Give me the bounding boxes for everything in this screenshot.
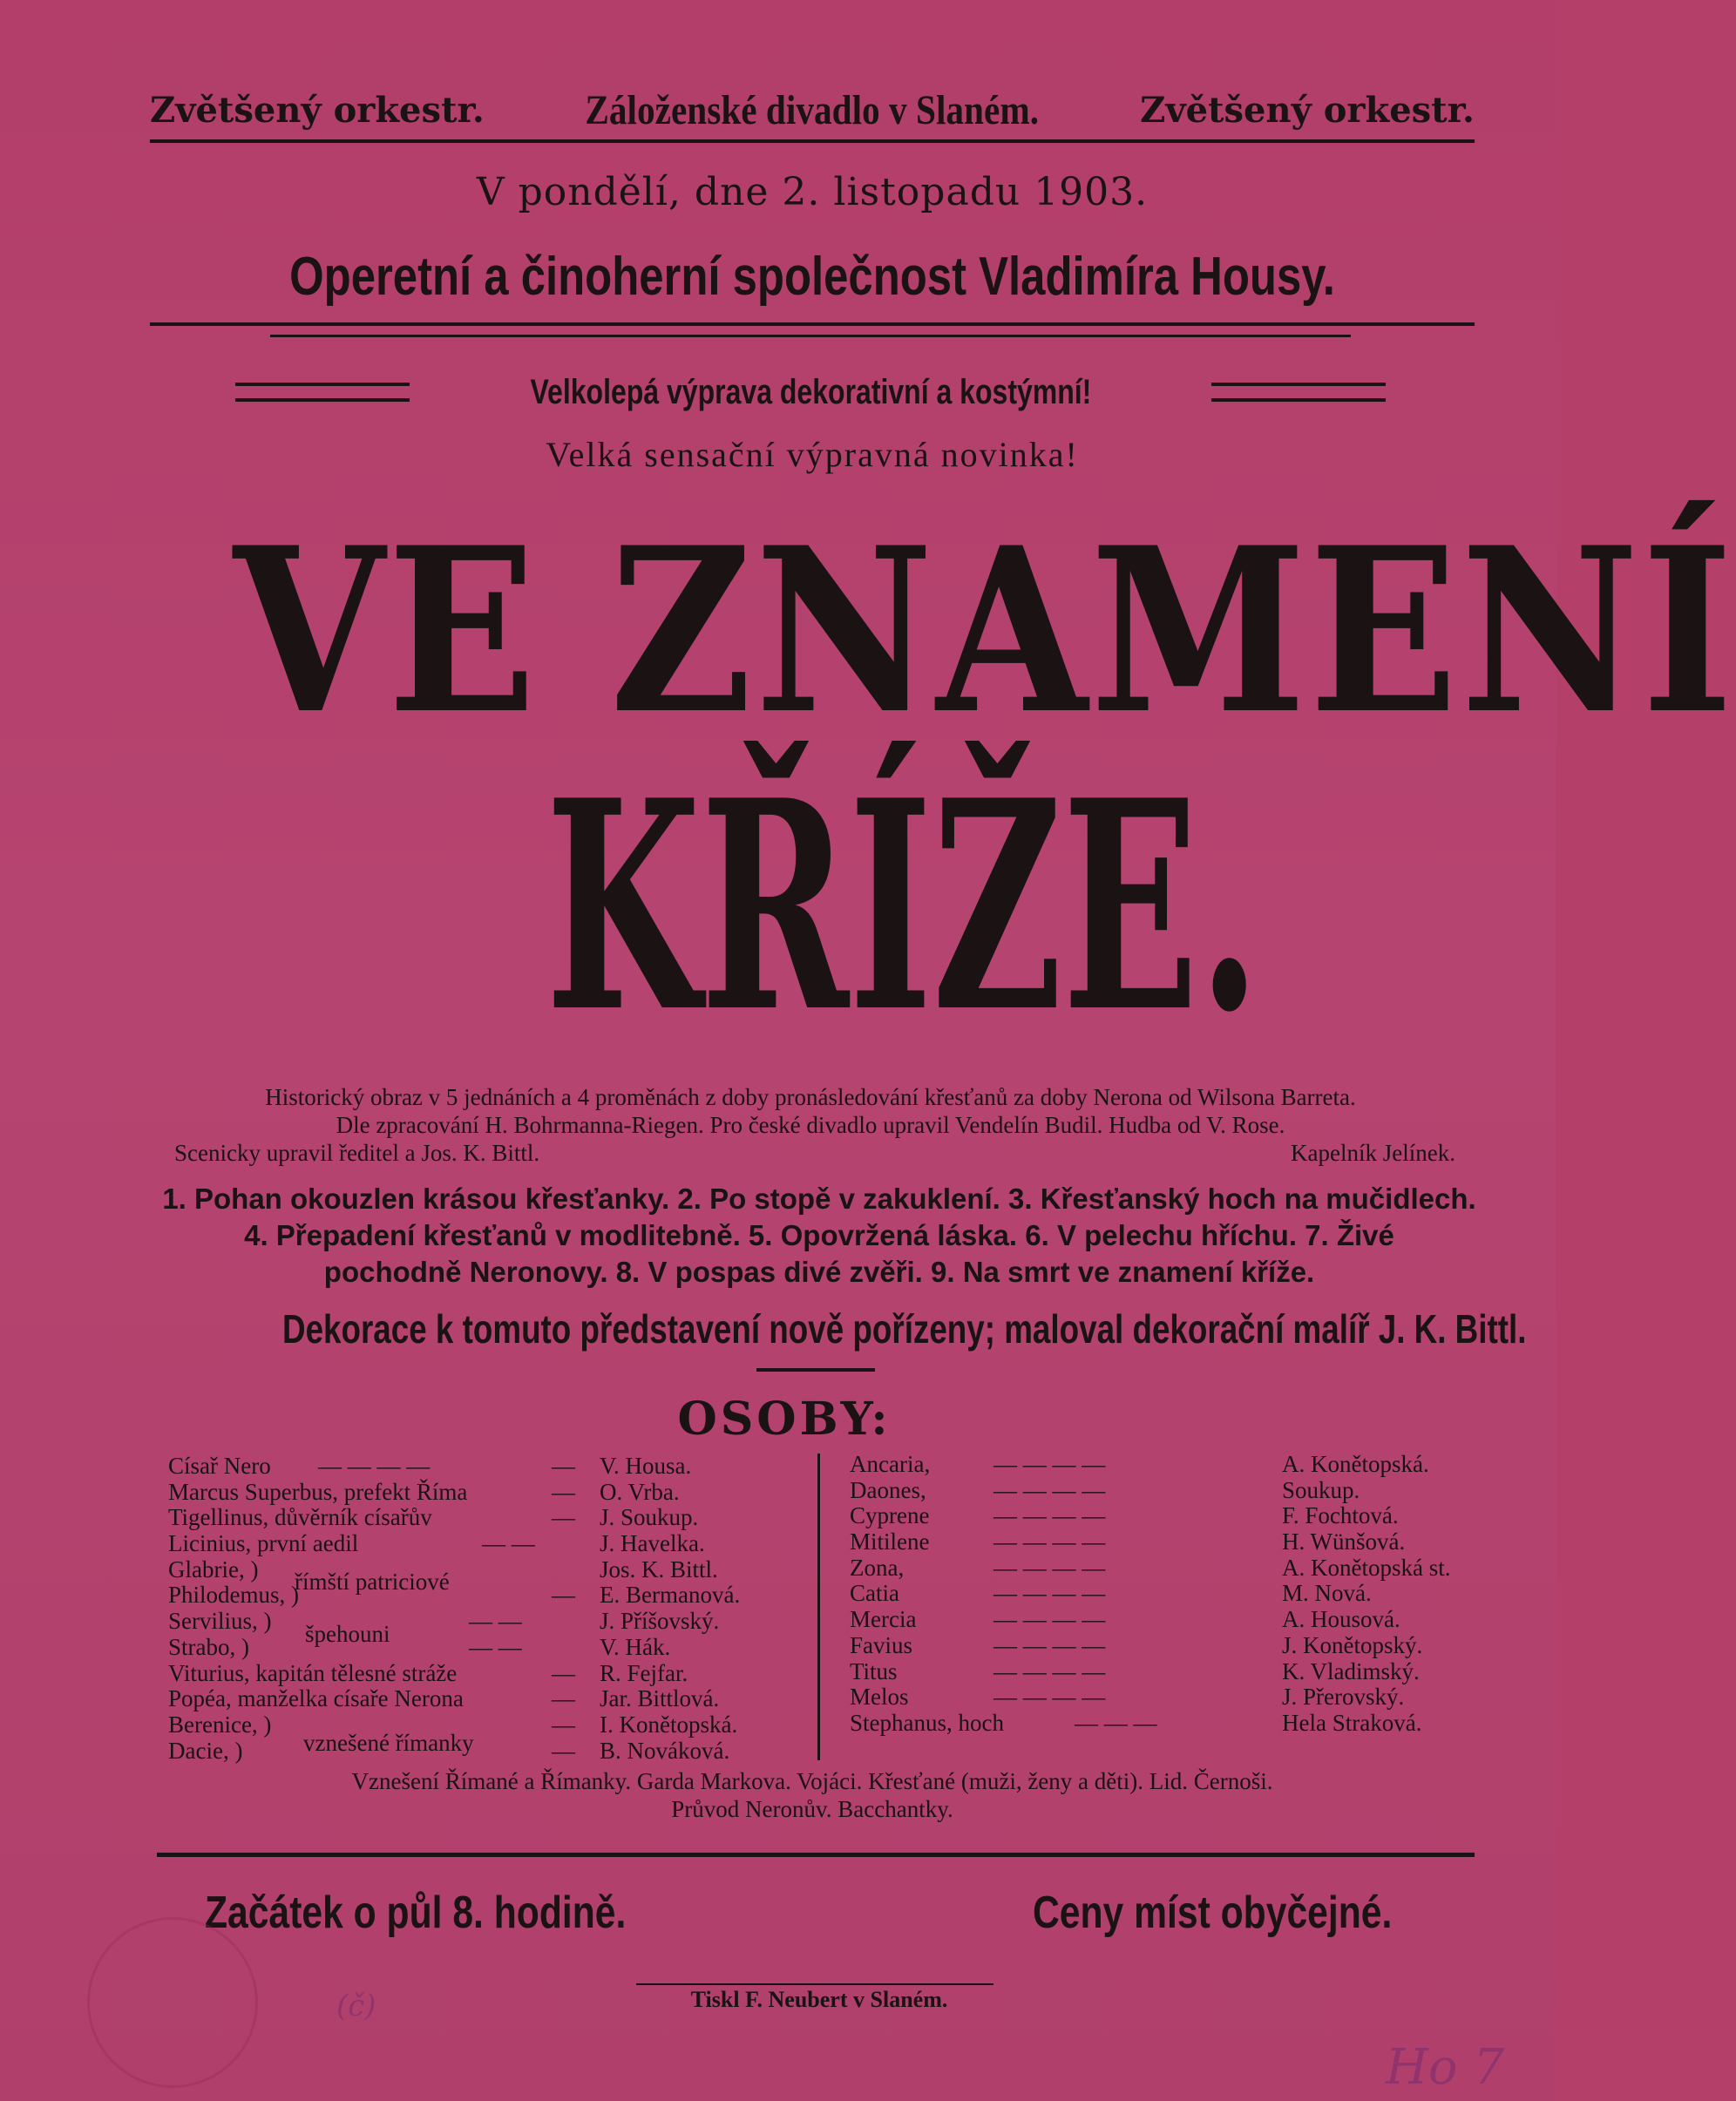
role-name: Cyprene [850, 1502, 930, 1529]
role-name: Mercia [850, 1606, 917, 1633]
cast-row [850, 1503, 1477, 1529]
cast-row [850, 1581, 1477, 1607]
company-rule-bottom [270, 335, 1351, 337]
actor-name: M. Nová. [1282, 1580, 1372, 1607]
dash-leader: — — — — [993, 1606, 1106, 1633]
actor-name: J. Konětopský. [1282, 1631, 1423, 1658]
dash-leader: — — — [1075, 1709, 1157, 1736]
cast-row [168, 1583, 796, 1609]
dash-leader: — [552, 1582, 575, 1609]
cast-row [168, 1661, 796, 1687]
printer-rule [636, 1983, 993, 1985]
cast-column-divider [817, 1454, 820, 1760]
cast-row [168, 1480, 796, 1506]
printer-credit: Tiskl F. Neubert v Slaném. [690, 1987, 948, 2012]
cast-row [850, 1684, 1477, 1711]
title-line-2: KŘÍŽE. [546, 737, 1261, 1075]
role-name: Ancaria, [850, 1451, 931, 1477]
header-line [150, 84, 1475, 136]
actor-name: I. Konětopská. [600, 1711, 738, 1738]
actor-name: Jos. K. Bittl. [600, 1555, 718, 1583]
cast-row [850, 1452, 1477, 1478]
dash-leader: — — — — [318, 1453, 431, 1479]
role-name: Philodemus, ) [168, 1582, 300, 1609]
cast-row [850, 1633, 1477, 1659]
dash-leader: — [552, 1737, 575, 1764]
handwritten-note: (č) [336, 1989, 376, 2023]
role-name: Berenice, ) [168, 1711, 272, 1738]
actor-name: H. Wünšová. [1282, 1528, 1406, 1555]
role-name: Catia [850, 1580, 899, 1607]
dash-leader: — — — — [993, 1631, 1106, 1658]
dash-leader: — — — — [993, 1554, 1106, 1581]
role-name: Tigellinus, důvěrník císařův [168, 1504, 432, 1531]
cast-right-column [850, 1452, 1477, 1737]
ticket-prices: Ceny míst obyčejné. [1033, 1888, 1393, 1938]
actor-name: A. Housová. [1282, 1606, 1400, 1633]
ornament-rule-left [235, 383, 410, 402]
actor-name: J. Přerovský. [1282, 1684, 1405, 1711]
dash-leader: — [552, 1504, 575, 1531]
actor-name: Hela Straková. [1282, 1709, 1422, 1736]
cast-row [168, 1454, 796, 1480]
role-name: Licinius, první aedil [168, 1530, 359, 1557]
dash-leader: — — [469, 1608, 522, 1635]
ornament-rule-right [1211, 383, 1386, 402]
dash-leader: — [552, 1711, 575, 1738]
actor-name: Soukup. [1282, 1476, 1360, 1503]
role-name: Zona, [850, 1554, 905, 1581]
actor-name: A. Konětopská. [1282, 1451, 1429, 1477]
spectacle-text: Velkolepá výprava dekorativní a kostýmní! [530, 372, 1091, 411]
dash-leader: — [552, 1659, 575, 1686]
dash-leader: — — — — [993, 1528, 1106, 1555]
archive-stamp [87, 1917, 258, 2088]
company-rule-top [150, 322, 1475, 326]
role-name: Titus [850, 1657, 898, 1684]
cast-row [850, 1478, 1477, 1504]
extras-line-1: Vznešení Římané a Římanky. Garda Markova. Vojáci. Křesťané (muži, ženy a děti). Lid. Černoši. [351, 1768, 1273, 1794]
extras-line-2: Průvod Neronův. Bacchantky. [671, 1796, 953, 1822]
header-left: Zvětšený orkestr. [150, 89, 485, 131]
performance-date: V pondělí, dne 2. listopadu 1903. [476, 170, 1149, 214]
actor-name: B. Nováková. [600, 1737, 730, 1764]
actor-name: R. Fejfar. [600, 1659, 688, 1686]
cast-row [168, 1609, 796, 1635]
role-name: Mitilene [850, 1528, 930, 1555]
dash-leader: — — — — [993, 1451, 1106, 1477]
group-patricians: římští patriciové [295, 1569, 450, 1595]
role-name: Císař Nero [168, 1453, 271, 1479]
role-name: Popéa, manželka císaře Nerona [168, 1685, 464, 1712]
footer-rule [157, 1853, 1475, 1857]
role-name: Viturius, kapitán tělesné stráže [168, 1659, 458, 1686]
cast-row [168, 1738, 796, 1765]
actor-name: V. Hák. [600, 1633, 671, 1660]
description-line-3 [174, 1140, 1455, 1167]
role-name: Daones, [850, 1476, 926, 1503]
cast-row [168, 1635, 796, 1661]
dash-leader: — [552, 1478, 575, 1505]
cast-row [168, 1531, 796, 1557]
actor-name: J. Příšovský. [600, 1608, 720, 1635]
header-right: Zvětšený orkestr. [1140, 89, 1475, 131]
start-time: Začátek o půl 8. hodině. [205, 1888, 627, 1938]
role-name: Marcus Superbus, prefekt Říma [168, 1478, 468, 1505]
acts-line-1: 1. Pohan okouzlen krásou křesťanky. 2. Po stopě v zakuklení. 3. Křesťanský hoch na mučidlech. [162, 1183, 1476, 1215]
role-name: Glabrie, ) [168, 1555, 259, 1583]
novelty-text: Velká sensační výpravná novinka! [546, 435, 1079, 474]
dash-leader: — — [482, 1530, 535, 1557]
cast-row [168, 1505, 796, 1531]
actor-name: E. Bermanová. [600, 1582, 741, 1609]
cast-row [850, 1555, 1477, 1582]
role-name: Melos [850, 1684, 909, 1711]
actor-name: F. Fochtová. [1282, 1502, 1399, 1529]
short-divider [756, 1368, 875, 1372]
cast-row [850, 1529, 1477, 1555]
spectacle-line [235, 366, 1386, 418]
extras [150, 1767, 1475, 1823]
staging-credit: Scenicky upravil ředitel a Jos. K. Bittl. [174, 1140, 540, 1166]
actor-name: K. Vladimský. [1282, 1657, 1420, 1684]
decorations-note: Dekorace k tomuto představení nově pořízeny; maloval dekorační malíř J. K. Bittl. [282, 1306, 1527, 1352]
actor-name: J. Soukup. [600, 1504, 699, 1531]
actor-name: Jar. Bittlová. [600, 1685, 720, 1712]
group-ladies: vznešené římanky [303, 1730, 474, 1756]
dash-leader: — — — — [993, 1502, 1106, 1529]
role-name: Dacie, ) [168, 1737, 243, 1764]
actor-name: V. Housa. [600, 1453, 692, 1479]
acts-line-3: pochodně Neronovy. 8. V pospas divé zvěři. 9. Na smrt ve znamení kříže. [323, 1256, 1315, 1288]
role-name: Stephanus, hoch [850, 1709, 1004, 1736]
actor-name: O. Vrba. [600, 1478, 680, 1505]
dash-leader: — — — — [993, 1657, 1106, 1684]
cast-row [850, 1659, 1477, 1685]
description-line-1: Historický obraz v 5 jednáních a 4 proměnách z doby pronásledování křesťanů za doby Nerona od Wilsona Barreta. [265, 1084, 1356, 1110]
acts-line-2: 4. Přepadení křesťanů v modlitebně. 5. Opovržená láska. 6. V pelechu hříchu. 7. Živé [244, 1219, 1394, 1251]
company-name: Operetní a činoherní společnost Vladimíra Housy. [289, 247, 1335, 307]
acts-list [157, 1181, 1482, 1291]
actor-name: A. Konětopská st. [1282, 1554, 1451, 1581]
dash-leader: — — — — [993, 1580, 1106, 1607]
dash-leader: — — — — [993, 1684, 1106, 1711]
cast-row [168, 1557, 796, 1583]
header-rule [150, 139, 1475, 143]
cast-row [850, 1711, 1477, 1737]
cast-heading: OSOBY: [677, 1393, 892, 1446]
conductor-credit: Kapelník Jelínek. [1291, 1140, 1455, 1166]
theatre-name: Záloženské divadlo v Slaném. [585, 86, 1040, 133]
dash-leader: — [552, 1453, 575, 1479]
cast-row [168, 1712, 796, 1738]
role-name: Favius [850, 1631, 913, 1658]
dash-leader: — — [469, 1633, 522, 1660]
cast-row [850, 1607, 1477, 1633]
handwritten-catalog-mark: Ho 7 [1386, 2039, 1504, 2096]
title-line-1: VE ZNAMENÍ [233, 498, 1736, 764]
description-line-2: Dle zpracování H. Bohrmanna-Riegen. Pro české divadlo upravil Vendelín Budil. Hudba od V. Rose. [336, 1112, 1285, 1138]
role-name: Servilius, ) [168, 1608, 272, 1635]
cast-row [168, 1686, 796, 1712]
cast-left-column [168, 1454, 796, 1764]
group-spies: špehouni [305, 1621, 390, 1647]
actor-name: J. Havelka. [600, 1530, 705, 1557]
role-name: Strabo, ) [168, 1633, 249, 1660]
dash-leader: — — — — [993, 1476, 1106, 1503]
dash-leader: — [552, 1685, 575, 1712]
